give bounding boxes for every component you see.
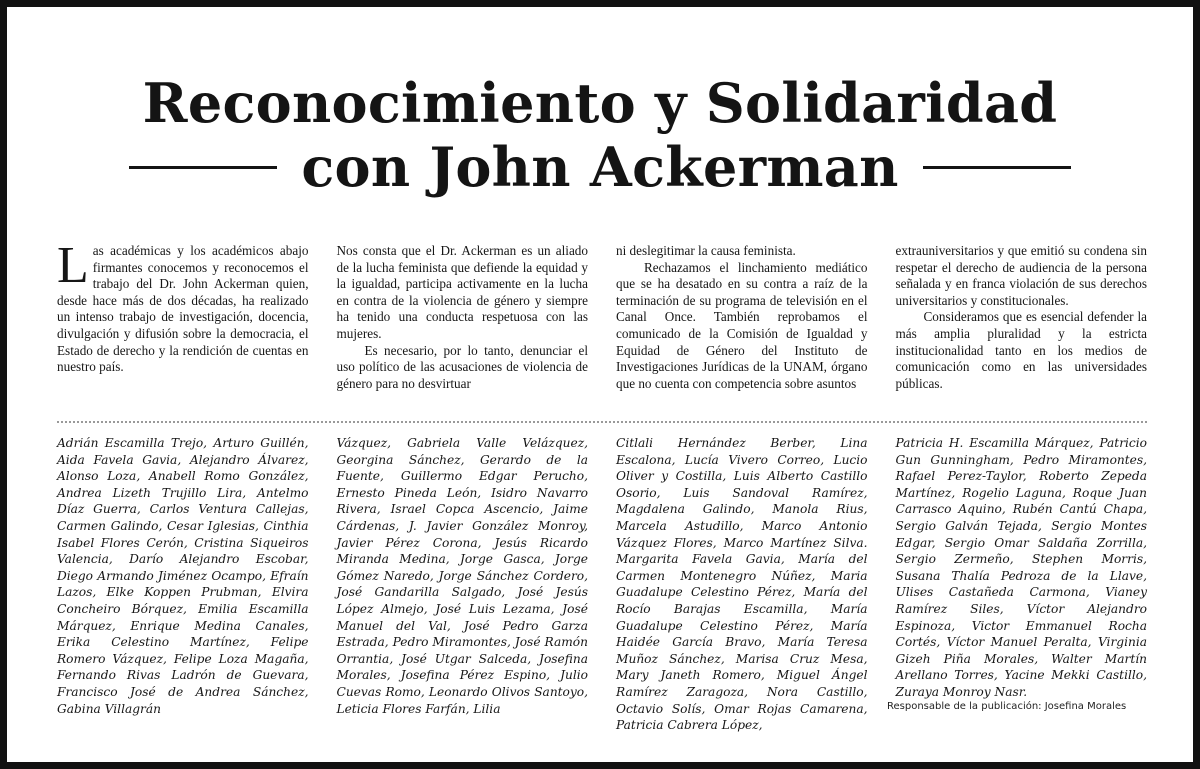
signatories-column-4: Patricia H. Escamilla Márquez, Patricio Gun Gunningham, Pedro Miramontes, Rafael Perez-Taylor, Roberto Zepeda Martínez, Rogelio Laguna, Roque Juan Carrasco Aquino, Rubén Cantú Chapa, Sergio Galván Tejada, Sergio Montes Edgar, Sergio Omar Saldaña Zorrilla, Sergio Zermeño, Stephen Morris, Susana Thalía Pedroza de la Llave, Ulises Castañeda Carmona, Vianey Ramírez Siles, Víctor Alejandro Espinoza, Victor Emmanuel Rocha Cortés, Víctor Manuel Peralta, Virginia Gizeh Piña Morales, Walter Martín Arellano Torres, Yacine Mekki Castillo, Zuraya Monroy Nasr.	[895, 436, 1147, 699]
signatories-column-1: Adrián Escamilla Trejo, Arturo Guillén, Aida Favela Gavia, Alejandro Álvarez, Alonso Loza, Anabell Romo González, Andrea Lizeth Trujillo Lira, Antelmo Díaz Guerra, Carlos Ventura Callejas, Carmen Galindo, Cesar Iglesias, Cinthia Isabel Flores Cerón, Cristina Siqueiros Valencia, Darío Alejandro Escobar, Diego Armando Jiménez Ocampo, Efraín Lazos, Elke Koppen Prubman, Elvira Concheiro Bórquez, Emilia Escamilla Márquez, Enrique Medina Canales, Erika Celestino Martínez, Felipe Romero Vázquez, Felipe Loza Magaña, Fernando Rivas Ladrón de Guevara, Francisco José de Andrea Sánchez, Gabina Villagrán	[57, 436, 309, 716]
statement-paragraph: extrauniversitarios y que emitió su condena sin respetar el derecho de audiencia de la persona señalada y en franca violación de sus derechos universitarios y constitucionales.	[895, 243, 1147, 308]
statement-text: as académicas y los académicos abajo firmantes conocemos y reconocemos el trabajo del Dr. John Ackerman quien, desde hace más de dos décadas, ha realizado un intenso trabajo de investigación, docencia, divulgación y difusión sobre la democracia, el Estado de derecho y la rendición de cuentas en nuestro país.	[57, 243, 309, 375]
right-title-rule	[923, 166, 1071, 169]
statement-paragraph: Nos consta que el Dr. Ackerman es un aliado de la lucha feminista que defiende la equidad y la igualdad, participa activamente en la lucha en contra de la violencia de género y siempre ha tenido una conducta respetuosa con las mujeres.	[336, 243, 588, 341]
title-line-2: con John Ackerman	[301, 135, 899, 199]
title-line-1: Reconocimiento y Solidaridad	[142, 71, 1058, 135]
signatories-column-3: Citlali Hernández Berber, Lina Escalona, Lucía Vivero Correo, Lucio Oliver y Costilla, Luis Alberto Castillo Osorio, Luis Sandoval Ramírez, Magdalena Galindo, Manola Rius, Marcela Astudillo, Marco Antonio Vázquez Flores, Marco Martínez Silva. Margarita Favela Gavia, María del Carmen Montenegro Núñez, Maria Guadalupe Celestino Pérez, María del Rocío Barajas Escamilla, María Guadalupe Celestino Pérez, María Haidée García Bravo, María Teresa Muñoz Sánchez, Marisa Cruz Mesa, Mary Janeth Romero, Miguel Ángel Ramírez Zaragoza, Nora Castillo, Octavio Solís, Omar Rojas Camarena, Patricia Cabrera López,	[616, 436, 868, 733]
signatories-column-2: Vázquez, Gabriela Valle Velázquez, Georgina Sánchez, Gerardo de la Fuente, Guillermo Edgar Perucho, Ernesto Pineda León, Isidro Navarro Rivera, Israel Copca Ascencio, Jaime Cárdenas, J. Javier González Monroy, Javier Pérez Corona, Jesús Ricardo Miranda Medina, Jorge Gasca, Jorge Gómez Naredo, Jorge Sánchez Cordero, José Gandarilla Salgado, José Jesús López Almejo, José Luis Lezama, José Manuel del Val, José Pedro Garza Estrada, Pedro Miramontes, José Ramón Orrantia, José Utgar Salceda, Josefina Morales, Josefina Pérez Espino, Julio Cuevas Romo, Leonardo Olivos Santoyo, Leticia Flores Farfán, Lilia	[336, 436, 588, 716]
statement-column-4	[896, 243, 1148, 413]
statement-paragraph: Rechazamos el linchamiento mediático que se ha desatado en su contra a raíz de la terminación de su programa de televisión en el Canal Once. También reprobamos el comunicado de la Comisión de Igualdad y Equidad de Género del Instituto de Investigaciones Jurídicas de la UNAM, órgano que no cuenta con competencia sobre asuntos	[616, 259, 868, 391]
publication-responsible: Responsable de la publicación: Josefina Morales	[887, 701, 1127, 712]
dotted-divider	[57, 421, 1147, 423]
statement-column-1	[57, 237, 309, 413]
statement-paragraph: Consideramos que es esencial defender la más amplia pluralidad y la estricta institucionalidad tanto en los medios de comunicación como en las universidades públicas.	[895, 309, 1147, 391]
statement-body	[57, 237, 1147, 413]
statement-paragraph: Es necesario, por lo tanto, denunciar el uso político de las acusaciones de violencia de género para no desvirtuar	[336, 342, 588, 391]
statement-column-3	[616, 243, 868, 413]
statement-paragraph	[57, 237, 309, 376]
statement-paragraph: ni deslegitimar la causa feminista.	[616, 243, 796, 258]
drop-cap: L	[57, 237, 89, 294]
statement-column-2	[337, 243, 589, 413]
page-title	[7, 71, 1193, 199]
title-line-2-wrapper	[7, 135, 1193, 199]
left-title-rule	[129, 166, 277, 169]
